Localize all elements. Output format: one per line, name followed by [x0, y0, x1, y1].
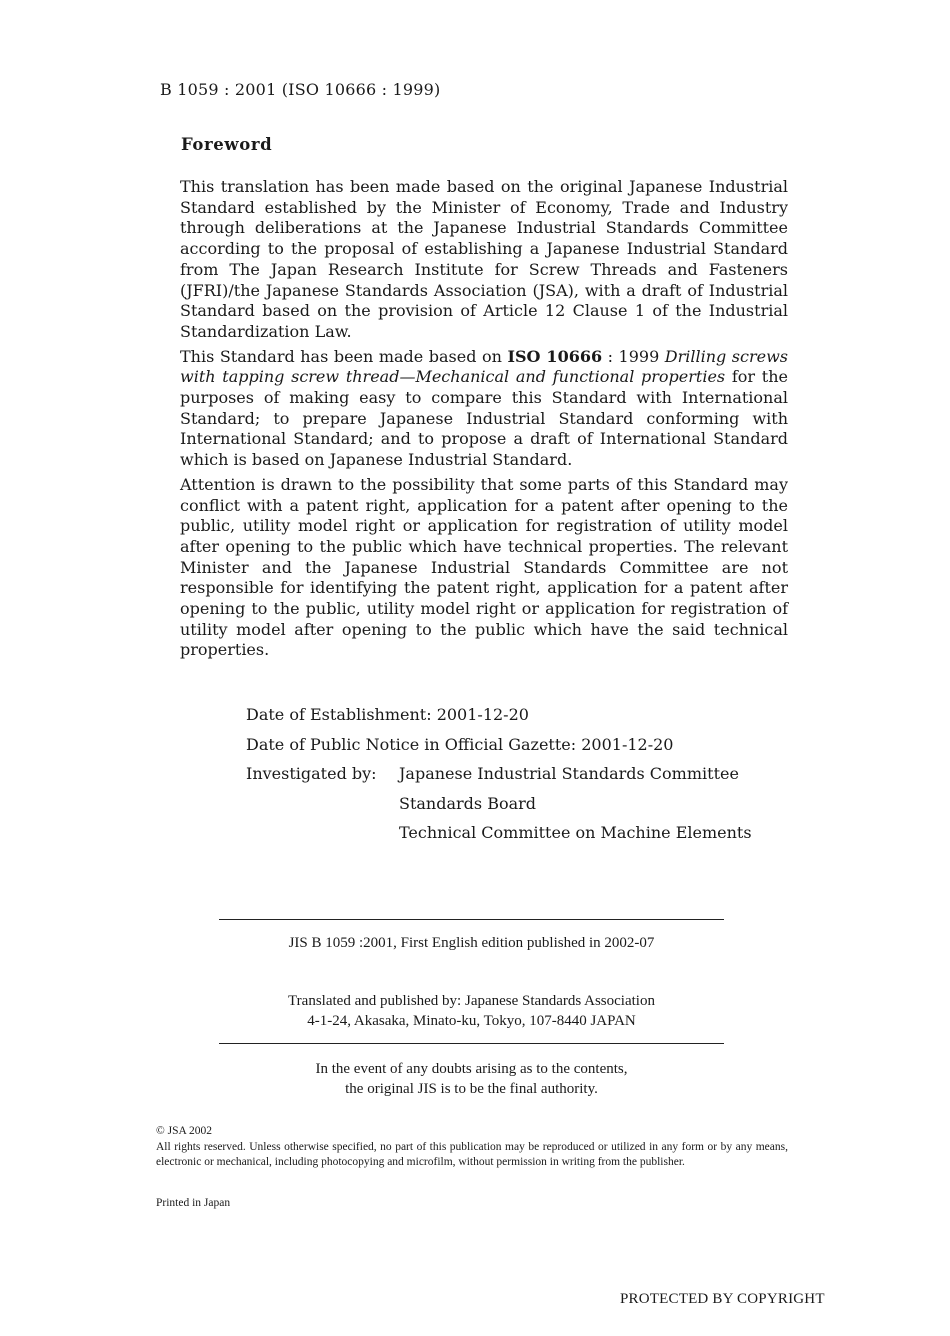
para2-iso-number: ISO 10666 [507, 346, 603, 366]
date-of-public-notice: Date of Public Notice in Official Gazette: 2001-12-20 [246, 734, 674, 754]
investigated-by-row [246, 759, 752, 789]
printed-in: Printed in Japan [156, 1197, 231, 1209]
investigated-by-committee: Japanese Industrial Standards Committee [399, 764, 739, 783]
address-line: 4-1-24, Akasaka, Minato-ku, Tokyo, 107-8440 JAPAN [307, 1013, 636, 1029]
investigated-by-technical-committee: Technical Committee on Machine Elements [399, 823, 752, 842]
edition-line: JIS B 1059 :2001, First English edition published in 2002-07 [288, 935, 655, 951]
date-of-establishment: Date of Establishment: 2001-12-20 [246, 705, 529, 724]
publisher-block [219, 991, 724, 1031]
foreword-paragraph-2 [180, 347, 788, 471]
foreword-heading: Foreword [181, 135, 273, 154]
para2-year: : 1999 [602, 346, 665, 366]
protected-by-copyright: PROTECTED BY COPYRIGHT [620, 1291, 825, 1307]
copyright-block [156, 1124, 788, 1171]
para2-standard-title: Drilling screws with tapping screw thread—Mechanical and functional properties [180, 346, 788, 387]
investigated-by-label: Investigated by: [246, 764, 377, 783]
divider-top [219, 919, 724, 920]
authority-note [219, 1059, 724, 1099]
establishment-info [246, 700, 752, 848]
copyright-line: © JSA 2002 [156, 1125, 213, 1137]
para2-rest: for the purposes of making easy to compare this Standard with International Standard; to prepare Japanese Industrial Standard conforming with International Standard; and to propose a draft of International Standard which is based on Japanese Industrial Standard. [180, 367, 788, 470]
publisher-line: Translated and published by: Japanese Standards Association [288, 993, 655, 1009]
document-id: B 1059 : 2001 (ISO 10666 : 1999) [160, 80, 441, 99]
foreword-paragraph-1: This translation has been made based on the original Japanese Industrial Standard established by the Minister of Economy, Trade and Industry through deliberations at the Japanese Industrial Standards Committee according to the proposal of establishing a Japanese Industrial Standard from The Japan Research Institute for Screw Threads and Fasteners (JFRI)/the Japanese Standards Association (JSA), with a draft of Industrial Standard based on the provision of Article 12 Clause 1 of the Industrial Standardization Law. [180, 177, 788, 341]
foreword-body [180, 177, 788, 665]
authority-line-1: In the event of any doubts arising as to the contents, [315, 1061, 628, 1077]
authority-line-2: the original JIS is to be the final authority. [345, 1081, 598, 1097]
foreword-paragraph-3: Attention is drawn to the possibility that some parts of this Standard may conflict with a patent right, application for a patent after opening to the public, utility model right or application for registration of utility model after opening to the public which have technical properties. The relevant Minister and the Japanese Industrial Standards Committee are not responsible for identifying the patent right, application for a patent after opening to the public, utility model right or application for registration of utility model after opening to the public which have the said technical properties. [180, 474, 788, 660]
investigated-by-board: Standards Board [399, 793, 537, 813]
para2-lead: This Standard has been made based on [180, 346, 508, 366]
divider-bottom [219, 1043, 724, 1044]
rights-notice: All rights reserved. Unless otherwise specified, no part of this publication may be reproduced or utilized in any form or by any means, electronic or mechanical, including photocopying and microfilm, without permission in writing from the publisher. [156, 1140, 788, 1168]
